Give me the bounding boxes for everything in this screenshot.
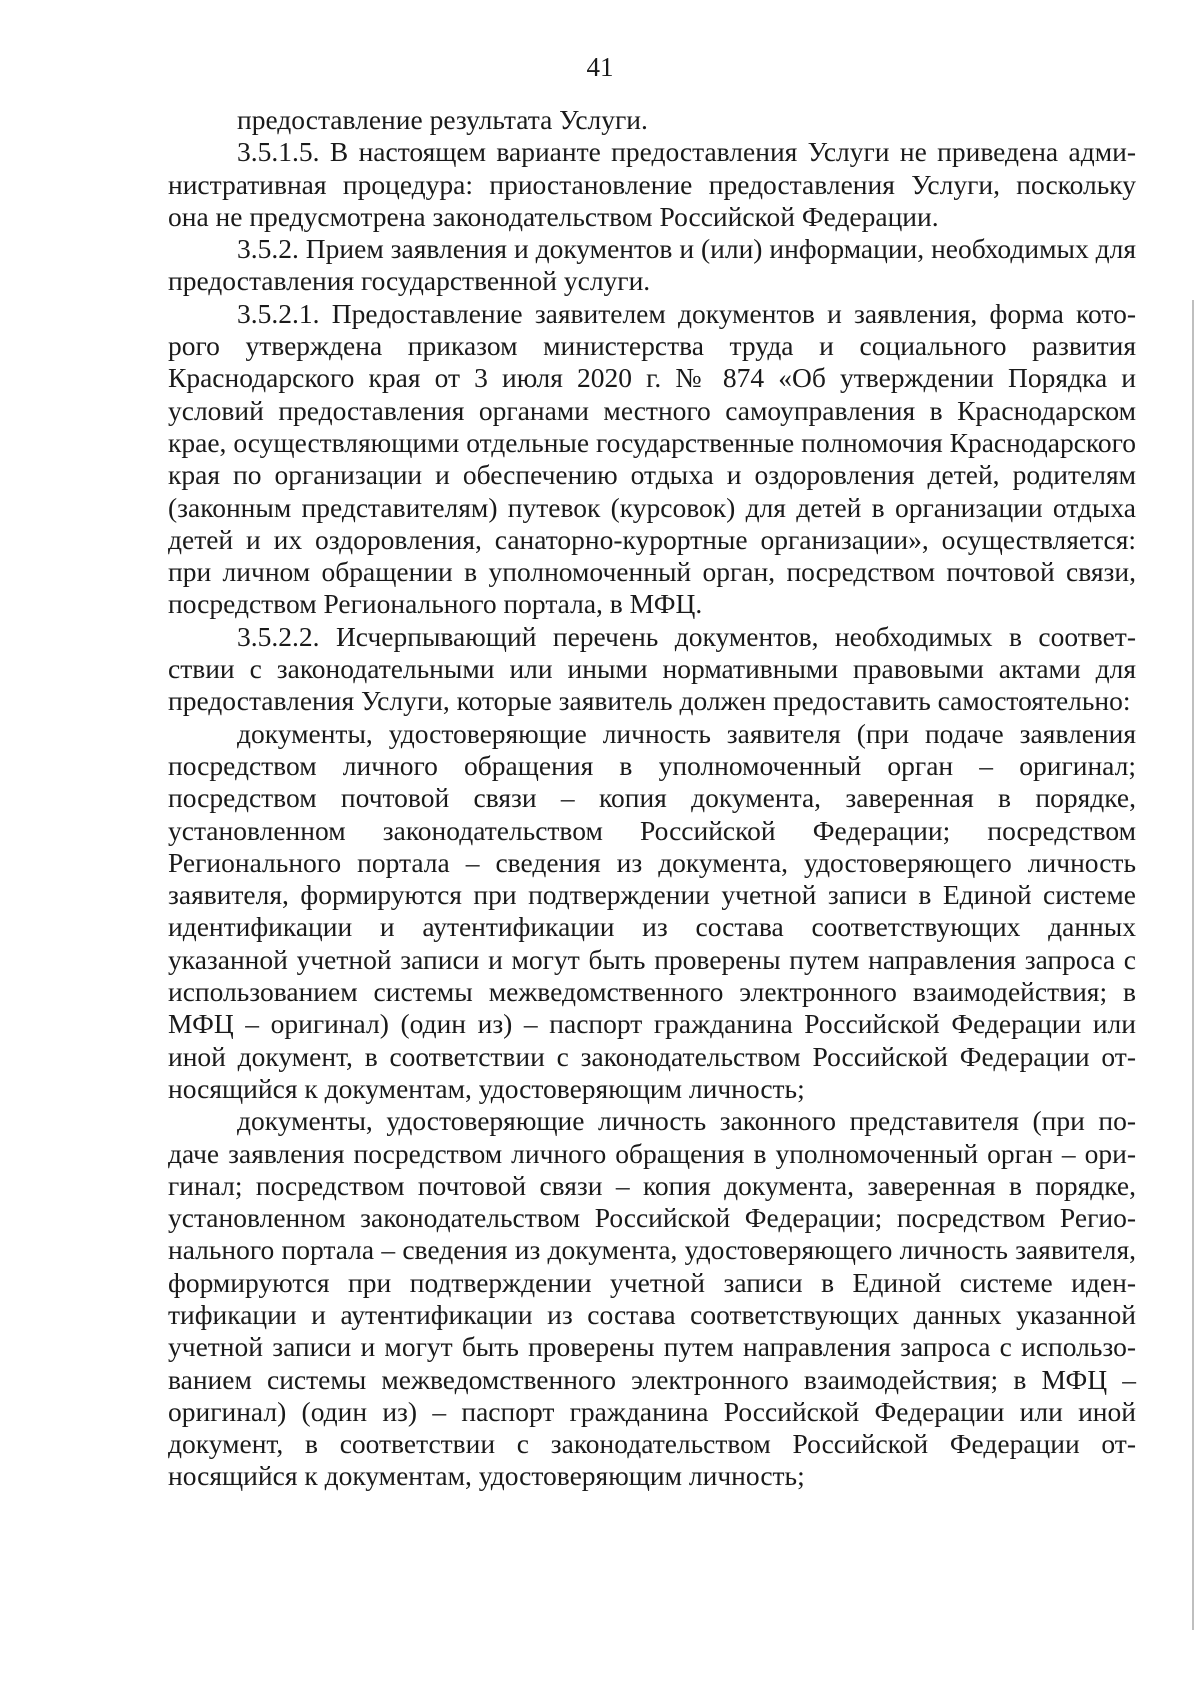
page-number: 41 [586,52,614,82]
paragraph-continuation: предоставление результата Услуги. [237,104,648,135]
paragraph-representative-identity-docs: документы, удостоверяющие личность законного представителя (при подаче заявления посредством личного обращения в уполномоченный орган – оригинал; посредством почтовой связи – копия документа, заверенная в порядке, установленном законодательством Российской Федерации; посредством Регионального портала – сведения из документа, удостоверяющего личность заявителя, формируются при подтверждении учетной записи в Единой системе идентификации и аутентификации из состава соответствующих данных указанной учетной записи и могут быть проверены путем направления запроса с использованием системы межведомственного электронного взаимодействия; в МФЦ – оригинал) (один из) – паспорт гражданина Российской Федерации или иной документ, в соответствии с законодательством Российской Федерации относящийся к документам, удостоверяющим личность; [168,1105,1136,1492]
paragraph-3-5-2-1: 3.5.2.1. Предоставление заявителем документов и заявления, форма которого утверждена приказом министерства труда и социального развития Краснодарского края от 3 июля 2020 г. № 874 «Об утверждении Порядка и условий предоставления органами местного самоуправления в Краснодарском крае, осуществляющими отдельные государственные полномочия Краснодарского края по организации и обеспечению отдыха и оздоровления детей, родителям (законным представителям) путевок (курсовок) для детей в организации отдыха детей и их оздоровления, санаторно-курортные организации», осуществляется: при личном обращении в уполномоченный орган, посредством почтовой связи, посредством Регионального портала, в МФЦ. [168,297,1136,620]
paragraph-3-5-2-2: 3.5.2.2. Исчерпывающий перечень документов, необходимых в соответствии с законодательными или иными нормативными правовыми актами для предоставления Услуги, которые заявитель должен предоставить самостоятельно: [168,620,1136,717]
document-body [168,104,1136,1493]
paragraph-applicant-identity-docs: документы, удостоверяющие личность заявителя (при подаче заявления посредством личного обращения в уполномоченный орган – оригинал; посредством почтовой связи – копия документа, заверенная в порядке, установленном законодательством Российской Федерации; посредством Регионального портала – сведения из документа, удостоверяющего личность заявителя, формируются при подтверждении учетной записи в Единой системе идентификации и аутентификации из состава соответствующих данных указанной учетной записи и могут быть проверены путем направления запроса с использованием системы межведомственного электронного взаимодействия; в МФЦ – оригинал) (один из) – паспорт гражданина Российской Федерации или иной документ, в соответствии с законодательством Российской Федерации относящийся к документам, удостоверяющим личность; [168,717,1136,1104]
paragraph-3-5-1-5: 3.5.1.5. В настоящем варианте предоставления Услуги не приведена административная процедура: приостановление предоставления Услуги, поскольку она не предусмотрена законодательством Российской Федерации. [168,136,1136,232]
paragraph-3-5-2: 3.5.2. Прием заявления и документов и (или) информации, необходимых для предоставления государственной услуги. [168,233,1136,297]
scan-edge-line [1192,300,1194,1630]
